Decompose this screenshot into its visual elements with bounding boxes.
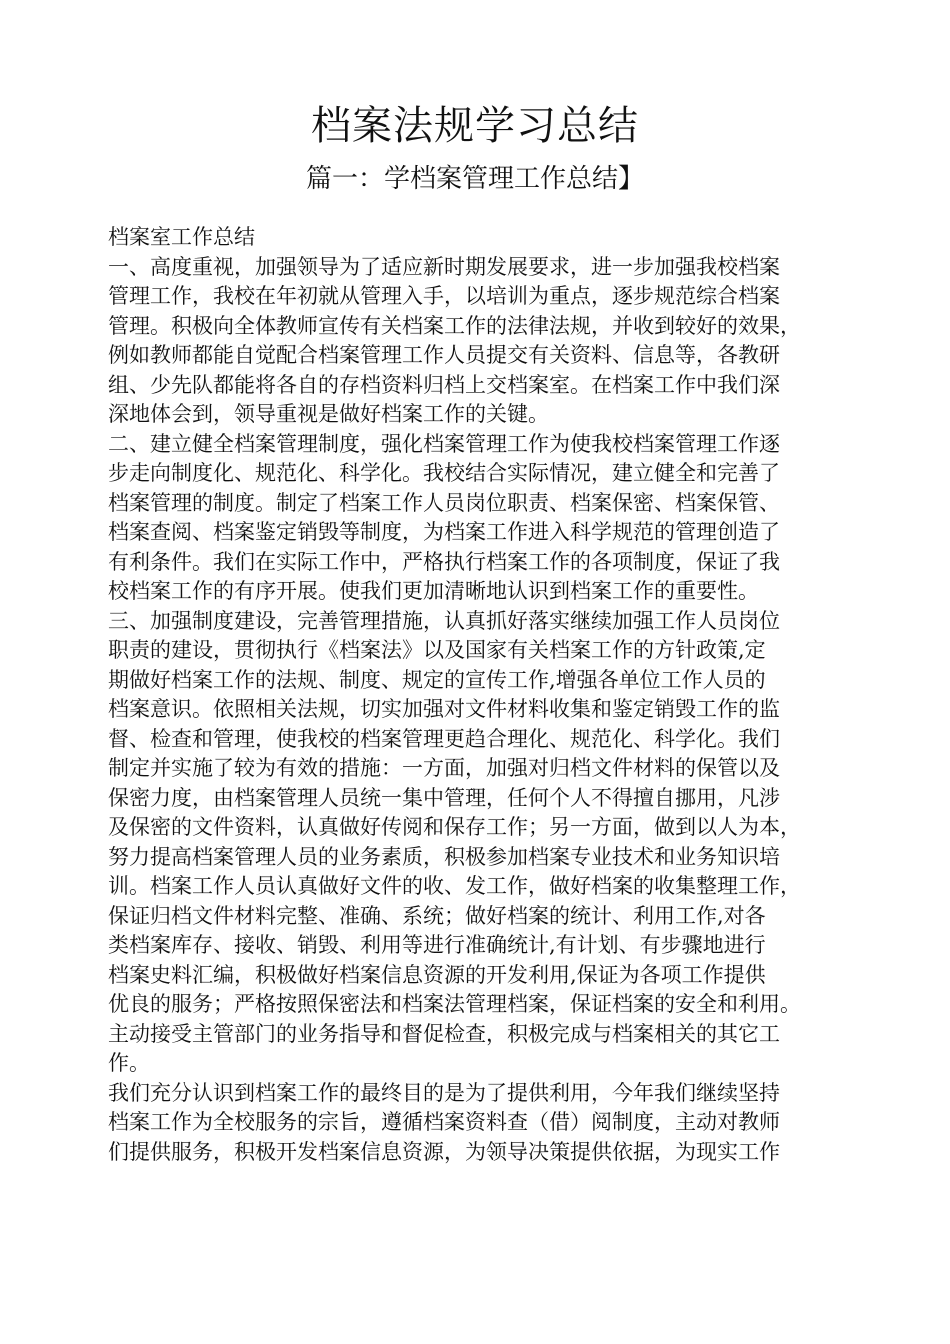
text-line: 二、建立健全档案管理制度，强化档案管理工作为使我校档案管理工作逐	[108, 431, 780, 456]
text-line: 有利条件。我们在实际工作中，严格执行档案工作的各项制度，保证了我	[108, 549, 780, 574]
text-line: 主动接受主管部门的业务指导和督促检查，积极完成与档案相关的其它工	[108, 1021, 780, 1046]
text-line: 职责的建设，贯彻执行《档案法》以及国家有关档案工作的方针政策,定	[108, 638, 766, 662]
text-line: 管理工作，我校在年初就从管理入手，以培训为重点，逐步规范综合档案	[108, 284, 780, 308]
text-line: 管理。积极向全体教师宣传有关档案工作的法律法规，并收到较好的效果，	[108, 313, 801, 338]
text-line: 深地体会到，领导重视是做好档案工作的关键。	[108, 402, 549, 426]
text-line: 保密力度，由档案管理人员统一集中管理，任何个人不得擅自挪用，凡涉	[108, 785, 780, 810]
document-title: 档案法规学习总结	[311, 103, 639, 149]
text-line: 优良的服务；严格按照保密法和档案法管理档案，保证档案的安全和利用。	[108, 992, 801, 1016]
text-line: 例如教师都能自觉配合档案管理工作人员提交有关资料、信息等，各教研	[108, 343, 780, 367]
text-line: 一、高度重视，加强领导为了适应新时期发展要求，进一步加强我校档案	[108, 254, 780, 279]
text-line: 三、加强制度建设，完善管理措施，认真抓好落实继续加强工作人员岗位	[108, 608, 780, 633]
text-line: 期做好档案工作的法规、制度、规定的宣传工作,增强各单位工作人员的	[108, 667, 766, 692]
text-line: 及保密的文件资料，认真做好传阅和保存工作；另一方面，做到以人为本，	[108, 815, 801, 839]
text-line: 档案查阅、档案鉴定销毁等制度，为档案工作进入科学规范的管理创造了	[108, 520, 780, 544]
text-line: 我们充分认识到档案工作的最终目的是为了提供利用，今年我们继续坚持	[108, 1080, 780, 1105]
text-line: 档案史料汇编，积极做好档案信息资源的开发利用,保证为各项工作提供	[108, 962, 766, 987]
text-line: 保证归档文件材料完整、准确、系统；做好档案的统计、利用工作,对各	[108, 903, 766, 928]
text-line: 努力提高档案管理人员的业务素质，积极参加档案专业技术和业务知识培	[108, 844, 780, 869]
text-line: 训。档案工作人员认真做好文件的收、发工作，做好档案的收集整理工作，	[108, 874, 801, 898]
text-line: 制定并实施了较为有效的措施：一方面，加强对归档文件材料的保管以及	[108, 756, 780, 780]
text-line: 督、检查和管理，使我校的档案管理更趋合理化、规范化、科学化。我们	[108, 726, 780, 751]
document-body	[108, 223, 868, 1167]
document-subtitle: 篇一：学档案管理工作总结】	[305, 164, 644, 194]
text-line: 们提供服务，积极开发档案信息资源，为领导决策提供依据，为现实工作	[108, 1139, 780, 1164]
paragraph-heading: 档案室工作总结	[108, 225, 255, 249]
text-line: 作。	[108, 1051, 150, 1075]
text-line: 档案管理的制度。制定了档案工作人员岗位职责、档案保密、档案保管、	[108, 490, 780, 515]
text-line: 组、少先队都能将各自的存档资料归档上交档案室。在档案工作中我们深	[108, 372, 780, 397]
text-line: 档案意识。依照相关法规，切实加强对文件材料收集和鉴定销毁工作的监	[108, 697, 780, 721]
text-line: 校档案工作的有序开展。使我们更加清晰地认识到档案工作的重要性。	[108, 579, 759, 603]
text-line: 档案工作为全校服务的宗旨，遵循档案资料查（借）阅制度，主动对教师	[108, 1110, 780, 1134]
text-line: 类档案库存、接收、销毁、利用等进行准确统计,有计划、有步骤地进行	[108, 933, 766, 957]
text-line: 步走向制度化、规范化、科学化。我校结合实际情况，建立健全和完善了	[108, 461, 780, 485]
